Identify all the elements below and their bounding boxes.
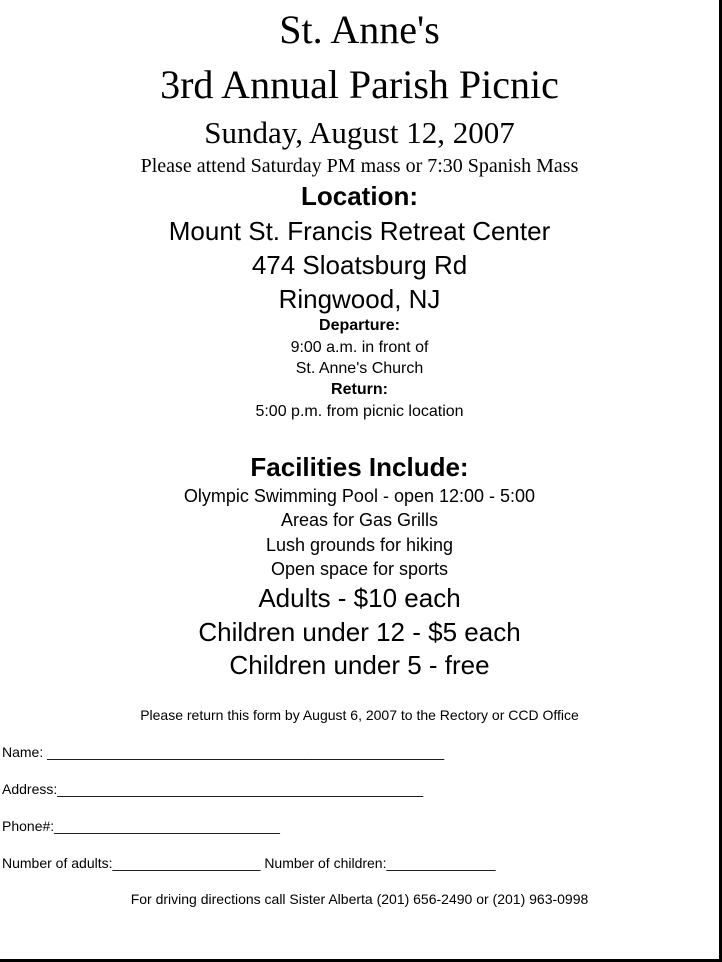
location-street: 474 Sloatsburg Rd: [251, 250, 468, 280]
name-field-line: Name: ___________________________________________________: [2, 744, 445, 760]
facility-item: Open space for sports: [270, 559, 449, 579]
attendee-count-line: Number of adults:___________________ Number of children:______________: [2, 855, 496, 871]
facilities-heading: Facilities Include:: [250, 452, 469, 482]
directions-note: For driving directions call Sister Alberta (201) 656-2490 or (201) 963-0998: [130, 891, 589, 907]
price-children-12: Children under 12 - $5 each: [198, 617, 521, 647]
return-heading: Return:: [331, 381, 388, 398]
facility-item: Areas for Gas Grills: [280, 510, 439, 530]
price-children-5: Children under 5 - free: [229, 650, 490, 680]
departure-time: 9:00 a.m. in front of: [290, 339, 429, 356]
event-date: Sunday, August 12, 2007: [204, 115, 515, 150]
location-city: Ringwood, NJ: [278, 284, 441, 314]
location-heading: Location:: [301, 181, 418, 211]
address-field-line: Address:_______________________________________________: [2, 781, 424, 797]
phone-field-line: Phone#:_____________________________: [2, 818, 280, 834]
location-name: Mount St. Francis Retreat Center: [168, 216, 551, 246]
return-time: 5:00 p.m. from picnic location: [255, 403, 464, 420]
facility-item: Lush grounds for hiking: [265, 535, 454, 555]
price-adults: Adults - $10 each: [258, 583, 461, 613]
mass-note: Please attend Saturday PM mass or 7:30 Spanish Mass: [140, 155, 579, 177]
return-form-note: Please return this form by August 6, 2007 to the Rectory or CCD Office: [140, 707, 579, 723]
departure-heading: Departure:: [319, 317, 400, 334]
departure-place: St. Anne's Church: [295, 360, 424, 377]
flyer-subtitle: 3rd Annual Parish Picnic: [160, 62, 559, 107]
flyer-title: St. Anne's: [279, 7, 440, 52]
facility-item: Olympic Swimming Pool - open 12:00 - 5:00: [183, 486, 536, 506]
